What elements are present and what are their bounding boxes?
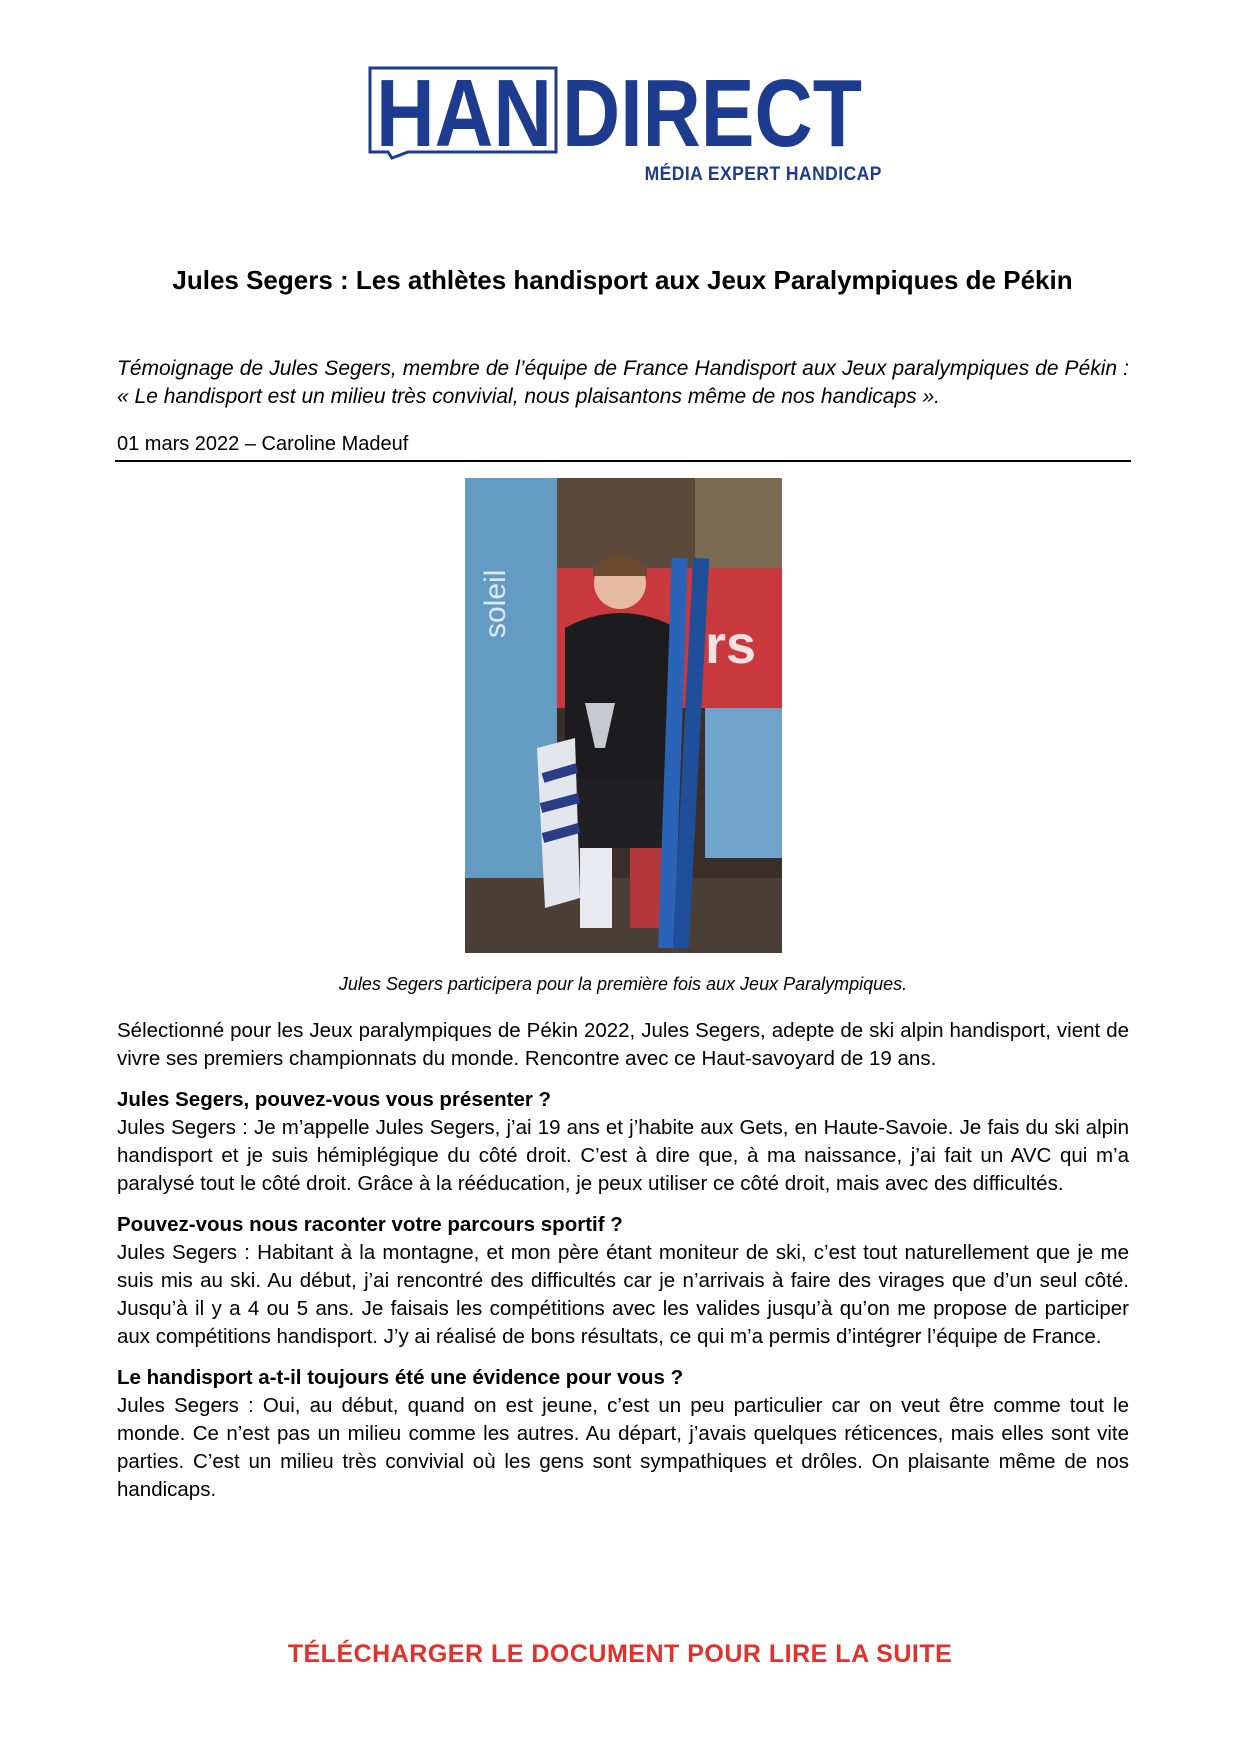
athlete-photo bbox=[465, 478, 782, 953]
logo-wordmark bbox=[368, 60, 868, 167]
svg-text:rs: rs bbox=[705, 615, 757, 675]
question-3: Le handisport a-t-il toujours été une évidence pour vous ? bbox=[117, 1366, 684, 1389]
svg-text:DIRECT: DIRECT bbox=[562, 60, 862, 167]
article-intro: Sélectionné pour les Jeux paralympiques de Pékin 2022, Jules Segers, adepte de ski alpin handisport, vient de vivre ses premiers championnats du monde. Rencontre avec ce Haut-savoyard de 19 ans. bbox=[117, 1019, 1129, 1070]
svg-text:HAN: HAN bbox=[376, 60, 552, 167]
divider bbox=[115, 460, 1131, 462]
answer-1: Jules Segers : Je m’appelle Jules Segers, j’ai 19 ans et j’habite aux Gets, en Haute-Savoie. Je fais du ski alpin handisport et je suis hémiplégique du côté droit. C’est à dire que, à ma naissance, j’ai fait un AVC qui m’a paralysé tout le côté droit. Grâce à la rééducation, je peux utiliser ce côté droit, mais avec des difficultés. bbox=[117, 1116, 1129, 1195]
download-link[interactable]: TÉLÉCHARGER LE DOCUMENT POUR LIRE LA SUITE bbox=[287, 1640, 953, 1668]
article-title: Jules Segers : Les athlètes handisport aux Jeux Paralympiques de Pékin bbox=[172, 265, 1073, 295]
logo-tagline: MÉDIA EXPERT HANDICAP bbox=[644, 164, 882, 185]
question-1: Jules Segers, pouvez-vous vous présenter ? bbox=[117, 1088, 552, 1111]
photo-caption: Jules Segers participera pour la première fois aux Jeux Paralympiques. bbox=[338, 974, 908, 994]
answer-2: Jules Segers : Habitant à la montagne, et mon père étant moniteur de ski, c’est tout naturellement que je me suis mis au ski. Au début, j’ai rencontré des difficultés car je n’arrivais à faire des virages que d’un seul côté. Jusqu’à il y a 4 ou 5 ans. Je faisais les compétitions avec les valides jusqu’à qu’on me propose de participer aux compétitions handisport. J’y ai réalisé de bons résultats, ce qui m’a permis d’intégrer l’équipe de France. bbox=[117, 1241, 1129, 1348]
handirect-logo[interactable] bbox=[362, 60, 882, 190]
article-date-author: 01 mars 2022 – Caroline Madeuf bbox=[117, 433, 409, 455]
article-body bbox=[117, 1017, 1129, 1517]
article-subtitle: Témoignage de Jules Segers, membre de l’équipe de France Handisport aux Jeux paralympiques de Pékin : « Le handisport est un milieu très convivial, nous plaisantons même de nos handicaps ». bbox=[117, 357, 1129, 408]
answer-3: Jules Segers : Oui, au début, quand on est jeune, c’est un peu particulier car on veut être comme tout le monde. Ce n’est pas un milieu comme les autres. Au départ, j’avais quelques réticences, mais elles sont vite parties. C’est un milieu très convivial où les gens sont sympathiques et drôles. On plaisante même de nos handicaps. bbox=[117, 1394, 1129, 1501]
question-2: Pouvez-vous nous raconter votre parcours sportif ? bbox=[117, 1213, 623, 1236]
svg-text:soleil: soleil bbox=[479, 569, 512, 638]
